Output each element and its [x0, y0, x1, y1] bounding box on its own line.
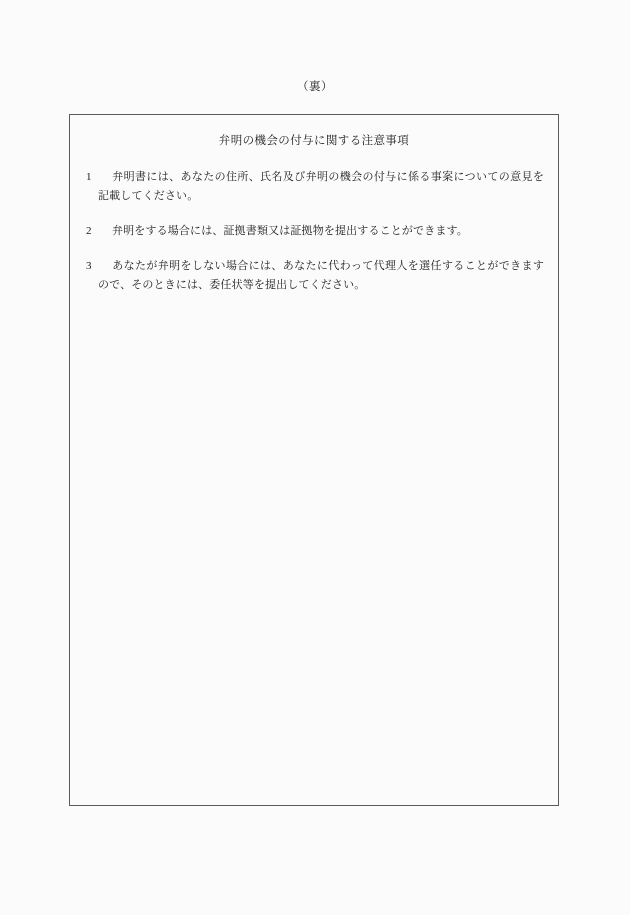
note-text [98, 168, 544, 206]
note-number: 3 [86, 259, 92, 272]
note-body: 弁明をする場合には、証拠書類又は証拠物を提出することができます。 [112, 224, 468, 237]
note-text [98, 222, 544, 241]
note-number: 2 [86, 224, 92, 237]
page-side-marker: （裏） [297, 81, 333, 93]
note-text [98, 257, 544, 295]
list-item [84, 257, 544, 295]
notes-list [70, 168, 558, 295]
list-item [84, 222, 544, 241]
note-body: あなたが弁明をしない場合には、あなたに代わって代理人を選任することができますので、そのときには、委任状等を提出してください。 [98, 259, 544, 291]
note-number: 1 [86, 171, 92, 183]
list-item [84, 168, 544, 206]
notice-form-box [69, 114, 559, 806]
note-body: 弁明書には、あなたの住所、氏名及び弁明の機会の付与に係る事案についての意見を記載してください。 [98, 171, 544, 202]
form-title: 弁明の機会の付与に関する注意事項 [218, 135, 410, 147]
